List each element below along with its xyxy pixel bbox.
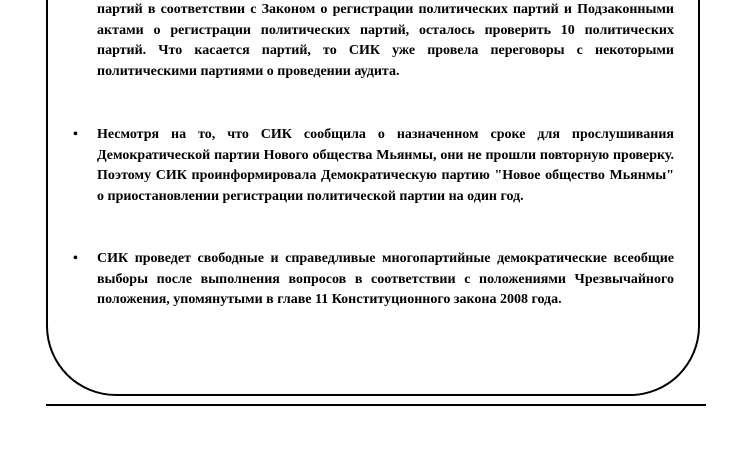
bullet-marker: • — [73, 127, 78, 142]
intro-paragraph: партий в соответствии с Законом о регистрации политических партий и Подзаконными актами о регистрации политических партий, осталось проверить 10 политических партий. Что касается партий, то СИК уже провела переговоры с некоторыми политическими партиями о проведении аудита. — [97, 2, 674, 80]
bullet-item-registration-suspension: Несмотря на то, что СИК сообщила о назначенном сроке для прослушивания Демократической партии Нового общества Мьянмы, они не прошли повторную проверку. Поэтому СИК проинформировала Демократическую партию "Новое общество Мьянмы" о приостановлении регистрации политической партии на один год. — [97, 127, 674, 205]
bullet-marker: • — [73, 251, 78, 266]
horizontal-rule — [46, 404, 706, 406]
bullet-item-elections: СИК проведет свободные и справедливые многопартийные демократические всеобщие выборы после выполнения вопросов в соответствии с положениями Чрезвычайного положения, упомянутыми в главе 11 Конституционного закона 2008 года. — [97, 251, 674, 308]
